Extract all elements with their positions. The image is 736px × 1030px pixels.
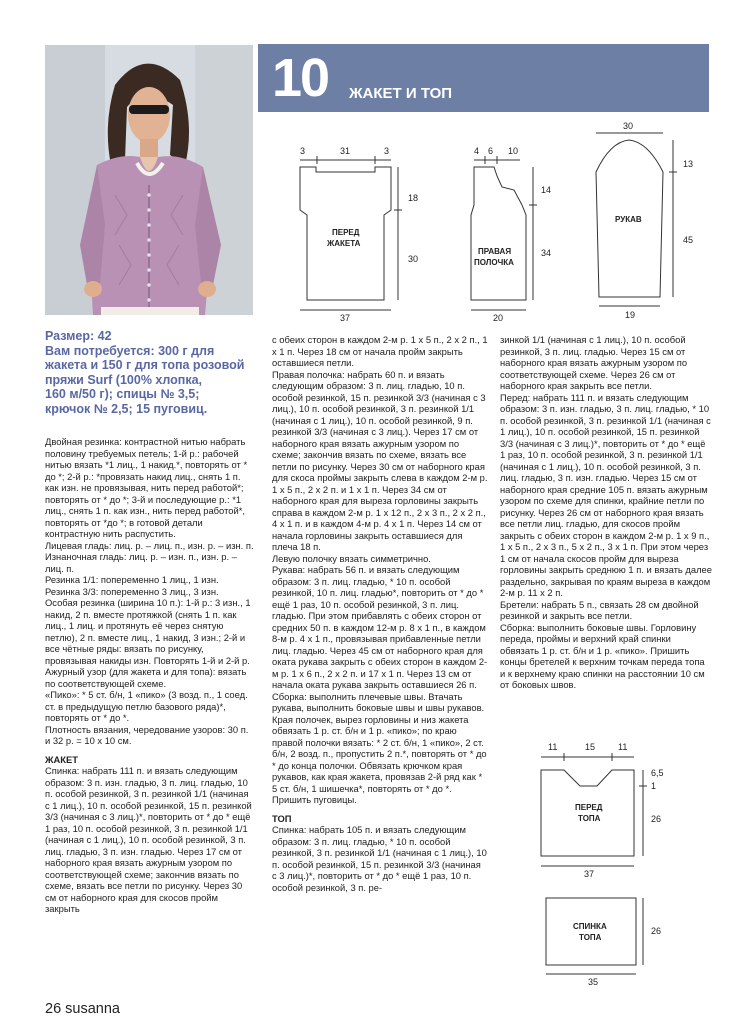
rf-name-2: ПОЛОЧКА: [474, 258, 514, 267]
need-line-1: Вам потребуется: 300 г для: [45, 343, 215, 358]
sleeves-text: Рукава: набрать 56 п. и вязать следующим образом: 3 п. лиц. гладью, * 10 п. особой резинкой, 10 п. лиц. гладью*, повторить от * до * ещё 1 раз, 10 п. особой резинкой, 3 п. лиц. гладью. При этом прибавлять с обеих сторон от средних 50 п. в каждом 12-м р. 8 х 1 п., в каждом 8-м р. 4 х 1 п., провязывая прибавленные петли лиц. гладью. Через 45 см от наборного края для оката рукава закрыть с обеих сторон в каждом 2-м р. 1 х 6 п., 2 х 2 п. и 17 х 1 п. Через 13 см от начала оката рукава закрыть оставшиеся 26 п.: [272, 564, 488, 690]
page-number: 26: [45, 1001, 62, 1017]
tf-bottom: 37: [584, 869, 595, 879]
picot-text: «Пико»: * 5 ст. б/н, 1 «пико» (3 возд. п., 1 соед. ст. в предыдущую петлю базового ряда)*, повторять от * до *.: [45, 689, 248, 723]
jf-bottom: 37: [340, 313, 351, 323]
straps-text: Бретели: набрать 5 п., связать 28 см двойной резинкой и закрыть все петли.: [500, 598, 699, 621]
top-front-outline: [541, 770, 634, 856]
jf-side-bottom: 30: [408, 254, 419, 264]
tf-side-c: 26: [651, 814, 662, 824]
top-heading: ТОП: [272, 812, 292, 824]
stockinette-text: Лицевая гладь: лиц. р. – лиц. п., изн. р. – изн. п.: [45, 539, 254, 551]
rib-1-1-text: Резинка 1/1: попеременно 1 лиц., 1 изн.: [45, 574, 219, 585]
need-line-5: крючок № 2,5; 15 пуговиц.: [45, 401, 208, 416]
jf-name-2: ЖАКЕТА: [327, 239, 361, 248]
tb-side: 26: [651, 926, 662, 936]
tf-side-a: 6,5: [651, 768, 664, 778]
sl-side-top: 13: [683, 159, 694, 169]
rf-top-c: 10: [508, 146, 519, 156]
page-footer: [45, 1001, 120, 1017]
tf-side-b: 1: [651, 781, 657, 791]
tb-name-1: СПИНКА: [573, 922, 607, 931]
left-front-text: Левую полочку вязать симметрично.: [272, 552, 431, 564]
sleeve-outline: [596, 140, 663, 297]
sl-top: 30: [623, 121, 634, 131]
double-rib-text: Двойная резинка: контрастной нитью набрать половину требуемых петель; 1-й р.: рабочей нитью вязать *1 лиц., 1 накид.*, повторять от * до *; 2-й р.: *провязать накид лиц., снять 1 п. как изн. не провязывая, нить перед работой*; повторять от * до *; 3-й и последующие р.: *1 лиц., снять 1 п. как изн., нить перед работой*, повторять от *до *; в готовой детали контрастную нить распустить.: [45, 436, 248, 539]
text-column-2: [272, 334, 488, 893]
jf-name-1: ПЕРЕД: [332, 228, 360, 237]
tf-top-left: 11: [548, 742, 558, 752]
right-front-outline: [471, 167, 526, 300]
text-column-3: [500, 334, 712, 691]
jf-top-left: 3: [300, 146, 306, 156]
right-front-text: Правая полочка: набрать 60 п. и вязать следующим образом: 3 п. лиц. гладью, 10 п. особой резинкой, 15 п. резинкой 3/3 (начиная с 3 лиц.), 10 п. особой резинкой, 3 п. резинкой 1/1 (начиная с 1 лиц.), 10 п. особой резинкой, 9 п. резинкой 3/3 (начиная с 3 лиц.). Через 17 см от наборного края вязать ажурным узором по схеме; закончив вязать по схеме, вязать все петли по рисунку. Через 30 см от наборного края для скоса проймы закрыть слева в каждом 2-м р. 1 х 5 п., 2 х 2 п. и 1 х 1 п. Через 34 см от наборного края для выреза горловины закрыть справа в каждом 2-м р. 1 х 12 п., 2 х 3 п., 2 х 2 п., 4 х 1 п. и в каждом 4-м р. 4 х 1 п. Через 14 см от начала горловины закрыть оставшиеся для плеча 18 п.: [272, 368, 488, 552]
rib-3-3-text: Резинка 3/3: попеременно 3 лиц., 3 изн.: [45, 585, 219, 597]
special-rib-text: Особая резинка (ширина 10 п.): 1-й р.: 3 изн., 1 накид, 2 п. вместе протяжкой (снять 1 п. как лиц., 1 лиц. и протянуть её через снятую петлю), 2 п. вместе лиц., 1 накид, 3 изн.; 2-й и все чётные ряды: вязать по рисунку, провязывая накиды изн. Повторять 1-й и 2-й р.: [45, 597, 251, 666]
top-front-text: Перед: набрать 111 п. и вязать следующим образом: 3 п. изн. гладью, 3 п. лиц. гладью, * 10 п. особой резинкой, 3 п. резинкой 1/1 (начиная с 1 лиц.), 10 п. особой резинкой, 15 п. резинкой 3/3 (начиная с 3 лиц.)*, повторить от * до * ещё 1 раз, 10 п. особой резинкой, 3 п. резинкой 1/1 (начиная с 1 лиц.), 10 п. особой резинкой, 3 п. лиц. гладью, 3 п. изн. гладью. Через 15 см от наборного края средние 105 п. вязать ажурным узором по схеме для спинки, крайние петли по рисунку. Через 26 см от наборного края вязать все петли лиц. гладью, для скосов пройм закрыть с обеих сторон в каждом 2-м р. 1 х 9 п., 1 х 5 п., 2 х 3 п., 5 х 2 п., 3 х 1 п. При этом через 1 см от начала скосов пройм для выреза горловины закрыть среднюю 1 п. и вязать далее раздельно, закрывая по краям выреза в каждом 2-м р. 11 х 2 п.: [500, 391, 712, 598]
size-line: Размер: 42: [45, 329, 112, 343]
jf-side-top: 18: [408, 193, 419, 203]
gauge-text: Плотность вязания, чередование узоров: 30 п. и 32 р. = 10 х 10 см.: [45, 723, 249, 746]
model-photo-illustration: [45, 45, 253, 315]
reverse-stockinette-text: Изнаночная гладь: лиц. р. – изн. п., изн. р. – лиц. п.: [45, 551, 237, 574]
tb-name-2: ТОПА: [579, 933, 602, 942]
top-back-outline: [546, 898, 636, 965]
rf-side-top: 14: [541, 185, 552, 195]
rf-bottom: 20: [493, 313, 504, 323]
model-photo: [45, 45, 253, 315]
jacket-heading: ЖАКЕТ: [45, 753, 78, 765]
tf-name-1: ПЕРЕД: [575, 803, 603, 812]
tf-top-mid: 15: [585, 742, 596, 752]
jacket-assembly-text: Сборка: выполнить плечевые швы. Втачать рукава, выполнить боковые швы и швы рукавов. Края полочек, вырез горловины и низ жакета обвязать 1 р. ст. б/н и 1 р. «пико»; по краю правой полочки вязать: * 2 ст. б/н, 1 «пико», 2 ст. б/н, 2 возд. п., пропустить 2 п.*, повторять от * до * до конца полочки. Обвязать крючком края рукавов, как края жакета, провязав 2-й ряд как * 5 ст. б/н, 1 шишечка*, повторять от * до *. Пришить пуговицы.: [272, 690, 487, 805]
sl-name: РУКАВ: [615, 215, 642, 224]
tf-name-2: ТОПА: [578, 814, 601, 823]
jf-top-mid: 31: [340, 146, 351, 156]
text-column-1: [45, 436, 255, 915]
top-back-continued-text: зинкой 1/1 (начиная с 1 лиц.), 10 п. особой резинкой, 3 п. лиц. гладью. Через 15 см от наборного края вязать ажурным узором по соответствующей схеме. Через 26 см от наборного края закрыть все петли.: [500, 334, 688, 391]
need-line-4: 160 м/50 г); спицы № 3,5;: [45, 387, 200, 401]
jacket-front-outline: [300, 167, 391, 300]
rf-top-b: 6: [488, 146, 494, 156]
back-continued-text: с обеих сторон в каждом 2-м р. 1 х 5 п., 2 х 2 п., 1 х 1 п. Через 18 см от начала пройм закрыть оставшиеся петли.: [272, 334, 488, 368]
brand-name: susanna: [65, 1001, 120, 1017]
pattern-number: 10: [272, 48, 329, 108]
title-banner: [258, 44, 709, 112]
need-line-2: жакета и 150 г для топа розовой: [45, 358, 245, 372]
jacket-back-text: Спинка: набрать 111 п. и вязать следующим образом: 3 п. изн. гладью, 3 п. лиц. гладью, 10 п. особой резинкой, 3 п. резинкой 1/1 (начиная с 1 лиц.), 10 п. особой резинкой, 15 п. резинкой 3/3 (начиная с 3 лиц.)*, повторить от * до * ещё 1 раз, 10 п. особой резинкой, 3 п. резинкой 1/1 (начиная с 1 лиц.), 10 п. особой резинкой, 3 п. лиц. гладью, 3 п. изн. гладью. Через 17 см от наборного края вязать ажурным узором по соответствующей схеме; закончив вязать по схеме, вязать все петли по рисунку. Через 30 см от наборного края для скосов пройм закрыть: [45, 765, 252, 914]
rf-name-1: ПРАВАЯ: [478, 247, 512, 256]
need-line-3: пряжи Surf (100% хлопка,: [45, 372, 203, 387]
tf-top-right: 11: [618, 742, 628, 752]
sl-bottom: 19: [625, 310, 636, 320]
lace-pattern-text: Ажурный узор (для жакета и для топа): вязать по соответствующей схеме.: [45, 666, 247, 689]
materials-block: [45, 329, 260, 416]
sl-side-bottom: 45: [683, 235, 694, 245]
jf-top-right: 3: [384, 146, 390, 156]
top-assembly-text: Сборка: выполнить боковые швы. Горловину переда, проймы и верхний край спинки обвязать 1 р. ст. б/н и 1 р. «пико». Пришить концы бретелей к верхним точкам переда топа и к верхнему краю спинки на расстоянии 10 см от боковых швов.: [500, 621, 705, 690]
rf-top-a: 4: [474, 146, 480, 156]
pattern-title: ЖАКЕТ И ТОП: [349, 85, 453, 102]
tb-bottom: 35: [588, 977, 599, 987]
top-back-text: Спинка: набрать 105 п. и вязать следующим образом: 3 п. лиц. гладью, * 10 п. особой резинкой, 3 п. резинкой 1/1 (начиная с 1 лиц.), 10 п. особой резинкой, 15 п. резинкой 3/3 (начиная с 3 лиц.)*, повторить от * до * ещё 1 раз, 10 п. особой резинкой, 3 п. ре-: [272, 824, 487, 893]
rf-side-bottom: 34: [541, 248, 552, 258]
